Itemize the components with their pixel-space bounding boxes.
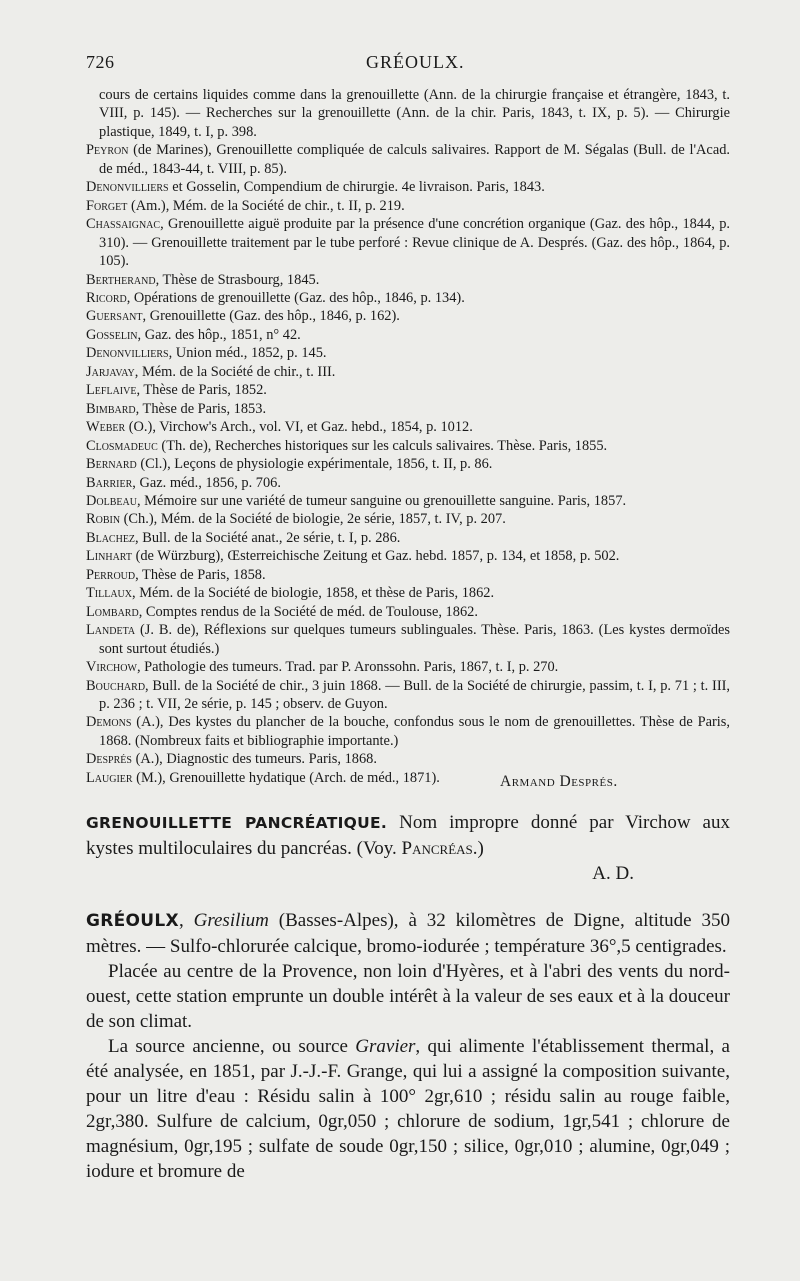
entry-text: (J. B. de), Réflexions sur quelques tumeurs sublinguales. Thèse. Paris, 1863. (Les kystes dermoïdes sont surtout étudiés.) (99, 622, 730, 657)
entry-author: Weber (86, 419, 126, 436)
entry-text: (M.), Grenouillette hydatique (Arch. de méd., 1871). (132, 769, 440, 786)
bibliography-entry (86, 750, 730, 768)
bibliography-entry (86, 769, 730, 787)
entry-text: cours de certains liquides comme dans la grenouillette (Ann. de la chirurgie française et étrangère, 1843, t. VIII, p. 145). — Recherches sur la grenouillette (Ann. de la chir. Paris, 1843, t. IX, p. 5). — Chirurgie plastique, 1849, t. I, p. 398. (99, 87, 730, 140)
entry-author: Denonvilliers (86, 345, 169, 362)
entry-author: Laugier (86, 769, 133, 786)
entry-author: Tillaux (86, 585, 133, 602)
entry-author: Després (86, 751, 132, 768)
entry-author: Forget (86, 197, 128, 214)
bibliography-entry (86, 418, 730, 436)
bibliography-entry (86, 215, 730, 270)
entry-text: (Cl.), Leçons de physiologie expérimentale, 1856, t. II, p. 86. (136, 456, 493, 473)
entry-author: Virchow (86, 659, 137, 676)
bibliography-entry (86, 178, 730, 196)
bibliography-entry (86, 455, 730, 473)
entry-author: Lombard (86, 603, 139, 620)
bibliography-entry (86, 621, 730, 658)
entry-text: (de Würzburg), Œsterreichische Zeitung et Gaz. hebd. 1857, p. 134, et 1858, p. 502. (131, 548, 620, 565)
entry-text: , Bull. de la Société anat., 2e série, t. I, p. 286. (135, 529, 401, 546)
bibliography-entry (86, 713, 730, 750)
entry-text: (O.), Virchow's Arch., vol. VI, et Gaz. hebd., 1854, p. 1012. (125, 419, 473, 436)
entry-author: Linhart (86, 548, 132, 565)
entry-author: Guersant (86, 308, 143, 325)
page-header (86, 52, 730, 80)
bibliography-entry (86, 363, 730, 381)
bibliography-entry (86, 677, 730, 714)
entry-text: , Gaz. des hôp., 1851, n° 42. (137, 326, 301, 343)
entry-author: Ricord (86, 289, 127, 306)
entry-text: , Thèse de Paris, 1853. (135, 400, 267, 417)
article-greoulx (86, 908, 730, 1184)
entry-text: (Th. de), Recherches historiques sur les calculs salivaires. Thèse. Paris, 1855. (157, 437, 608, 454)
bibliography-entry (86, 289, 730, 307)
bibliography-entry (86, 547, 730, 565)
entry-text: (Ch.), Mém. de la Société de biologie, 2e série, 1857, t. IV, p. 207. (120, 511, 506, 528)
bibliography-entry (86, 86, 730, 141)
entry-author: Chassaignac (86, 216, 161, 233)
bibliography-entry (86, 566, 730, 584)
bibliography-entry (86, 584, 730, 602)
bibliography-entry (86, 197, 730, 215)
entry-author: Demons (86, 714, 132, 731)
bibliography-entry (86, 271, 730, 289)
entry-text: (A.), Diagnostic des tumeurs. Paris, 1868. (131, 751, 377, 768)
article-1-body (86, 810, 730, 861)
entry-author: Leflaive (86, 382, 137, 399)
entry-text: , Grenouillette aiguë produite par la présence d'une concrétion organique (Gaz. des hôp., 1844, p. 310). — Grenouillette traitement par le tube perforé : Revue clinique de A. Després. (Gaz. des hôp., 1864, p. 105). (99, 216, 730, 270)
headword: GRÉOULX (86, 911, 179, 931)
entry-text: (A.), Des kystes du plancher de la bouche, confondus sous le nom de grenouillettes. Thèse de Paris, 1868. (Nombreux faits et bibliographie importante.) (99, 714, 730, 749)
bibliography-entry (86, 658, 730, 676)
bibliography-entry (86, 603, 730, 621)
entry-text: , Mém. de la Société de chir., t. III. (134, 363, 336, 380)
bibliography-entry (86, 344, 730, 362)
bibliography-entry (86, 326, 730, 344)
running-title: GRÉOULX. (366, 52, 465, 72)
entry-author: Jarjavay (86, 363, 135, 380)
article-1-text: Nom impropre donné par Virchow aux kystes multiloculaires du pancréas. (Voy. (86, 812, 730, 859)
article-2-para-3 (86, 1034, 730, 1184)
entry-text: , Comptes rendus de la Société de méd. de Toulouse, 1862. (138, 603, 478, 620)
bibliography-entry (86, 474, 730, 492)
entry-text: , Mém. de la Société de biologie, 1858, et thèse de Paris, 1862. (132, 585, 495, 602)
bibliography-entry (86, 381, 730, 399)
text-run: (Basses-Alpes), à 32 kilomètres de Digne, altitude 350 mètres. — Sulfo-chlorurée calcique, bromo-iodurée ; température 36°,5 centigrades. (86, 910, 731, 957)
entry-author: Barrier (86, 474, 133, 491)
article-grenouillette-pancreatique (86, 810, 730, 886)
article-1-signature: A. D. (592, 863, 634, 884)
entry-text: , Grenouillette (Gaz. des hôp., 1846, p. 162). (142, 308, 400, 325)
entry-text: , Union méd., 1852, p. 145. (168, 345, 327, 362)
entry-author: Robin (86, 511, 121, 528)
entry-author: Denonvilliers (86, 179, 169, 196)
bibliography-entry (86, 400, 730, 418)
entry-text: (Am.), Mém. de la Société de chir., t. II, p. 219. (127, 197, 405, 214)
bibliography-entry (86, 529, 730, 547)
headword: GRENOUILLETTE PANCRÉATIQUE. (86, 814, 388, 832)
entry-text: , Pathologie des tumeurs. Trad. par P. Aronssohn. Paris, 1867, t. I, p. 270. (136, 659, 559, 676)
entry-author: Blachez (86, 529, 136, 546)
entry-text: , Opérations de grenouillette (Gaz. des hôp., 1846, p. 134). (126, 289, 465, 306)
text-run: La source ancienne, ou source (108, 1036, 356, 1057)
source-name: Gravier (355, 1036, 416, 1057)
bibliography (86, 86, 730, 787)
page-number: 726 (86, 52, 115, 72)
entry-author: Gosselin (86, 326, 138, 343)
bibliography-entry (86, 492, 730, 510)
signature-armand-despres: Armand Després. (500, 773, 618, 790)
entry-author: Bernard (86, 456, 137, 473)
entry-text: , Thèse de Strasbourg, 1845. (155, 271, 320, 288)
entry-author: Bertherand (86, 271, 156, 288)
entry-text: , Mémoire sur une variété de tumeur sanguine ou grenouillette sanguine. Paris, 1857. (136, 492, 627, 509)
entry-author: Landeta (86, 622, 136, 639)
bibliography-entry (86, 141, 730, 178)
bibliography-entry (86, 437, 730, 455)
entry-author: Peyron (86, 142, 129, 159)
entry-text: , Gaz. méd., 1856, p. 706. (132, 474, 281, 491)
bibliography-entry (86, 510, 730, 528)
entry-text: , Thèse de Paris, 1858. (135, 566, 266, 583)
entry-author: Perroud (86, 566, 136, 583)
text-run: , qui alimente l'établissement thermal, a été analysée, en 1851, par J.-J.-F. Grange, qui lui a assigné la composition suivante, pour un litre d'eau : Résidu salin à 100° 2gr,610 ; résidu salin au rouge faible, 2gr,380. Sulfure de calcium, 0gr,050 ; chlorure de sodium, 1gr,541 ; chlorure de magnésium, 0gr,195 ; sulfate de soude 0gr,150 ; silice, 0gr,010 ; alumine, 0gr,049 ; iodure et bromure de (86, 1036, 730, 1182)
bibliography-entry (86, 307, 730, 325)
article-2-para-2: Placée au centre de la Provence, non loin d'Hyères, et à l'abri des vents du nord-ouest, cette station emprunte un double intérêt à la valeur de ses eaux et à la douceur de son climat. (86, 961, 730, 1032)
article-1-text-end: .) (472, 838, 484, 859)
text-run: , (178, 910, 194, 931)
entry-text: (de Marines), Grenouillette compliquée de calculs salivaires. Rapport de M. Ségalas (Bull. de l'Acad. de méd., 1843-44, t. VIII, p. 85). (99, 142, 730, 177)
article-2-para-1 (86, 908, 730, 959)
entry-text: et Gosselin, Compendium de chirurgie. 4e livraison. Paris, 1843. (168, 179, 545, 196)
entry-author: Dolbeau (86, 492, 137, 509)
entry-text: , Thèse de Paris, 1852. (136, 382, 267, 399)
entry-text: , Bull. de la Société de chir., 3 juin 1868. — Bull. de la Société de chirurgie, passim, t. I, p. 71 ; t. III, p. 236 ; t. VII, 2e série, p. 145 ; observ. de Guyon. (99, 677, 730, 712)
entry-author: Bouchard (86, 677, 146, 694)
entry-author: Bimbard (86, 400, 136, 417)
latin-name: Gresilium (193, 910, 269, 931)
cross-reference: Pancréas (401, 838, 473, 859)
entry-author: Closmadeuc (86, 437, 158, 454)
